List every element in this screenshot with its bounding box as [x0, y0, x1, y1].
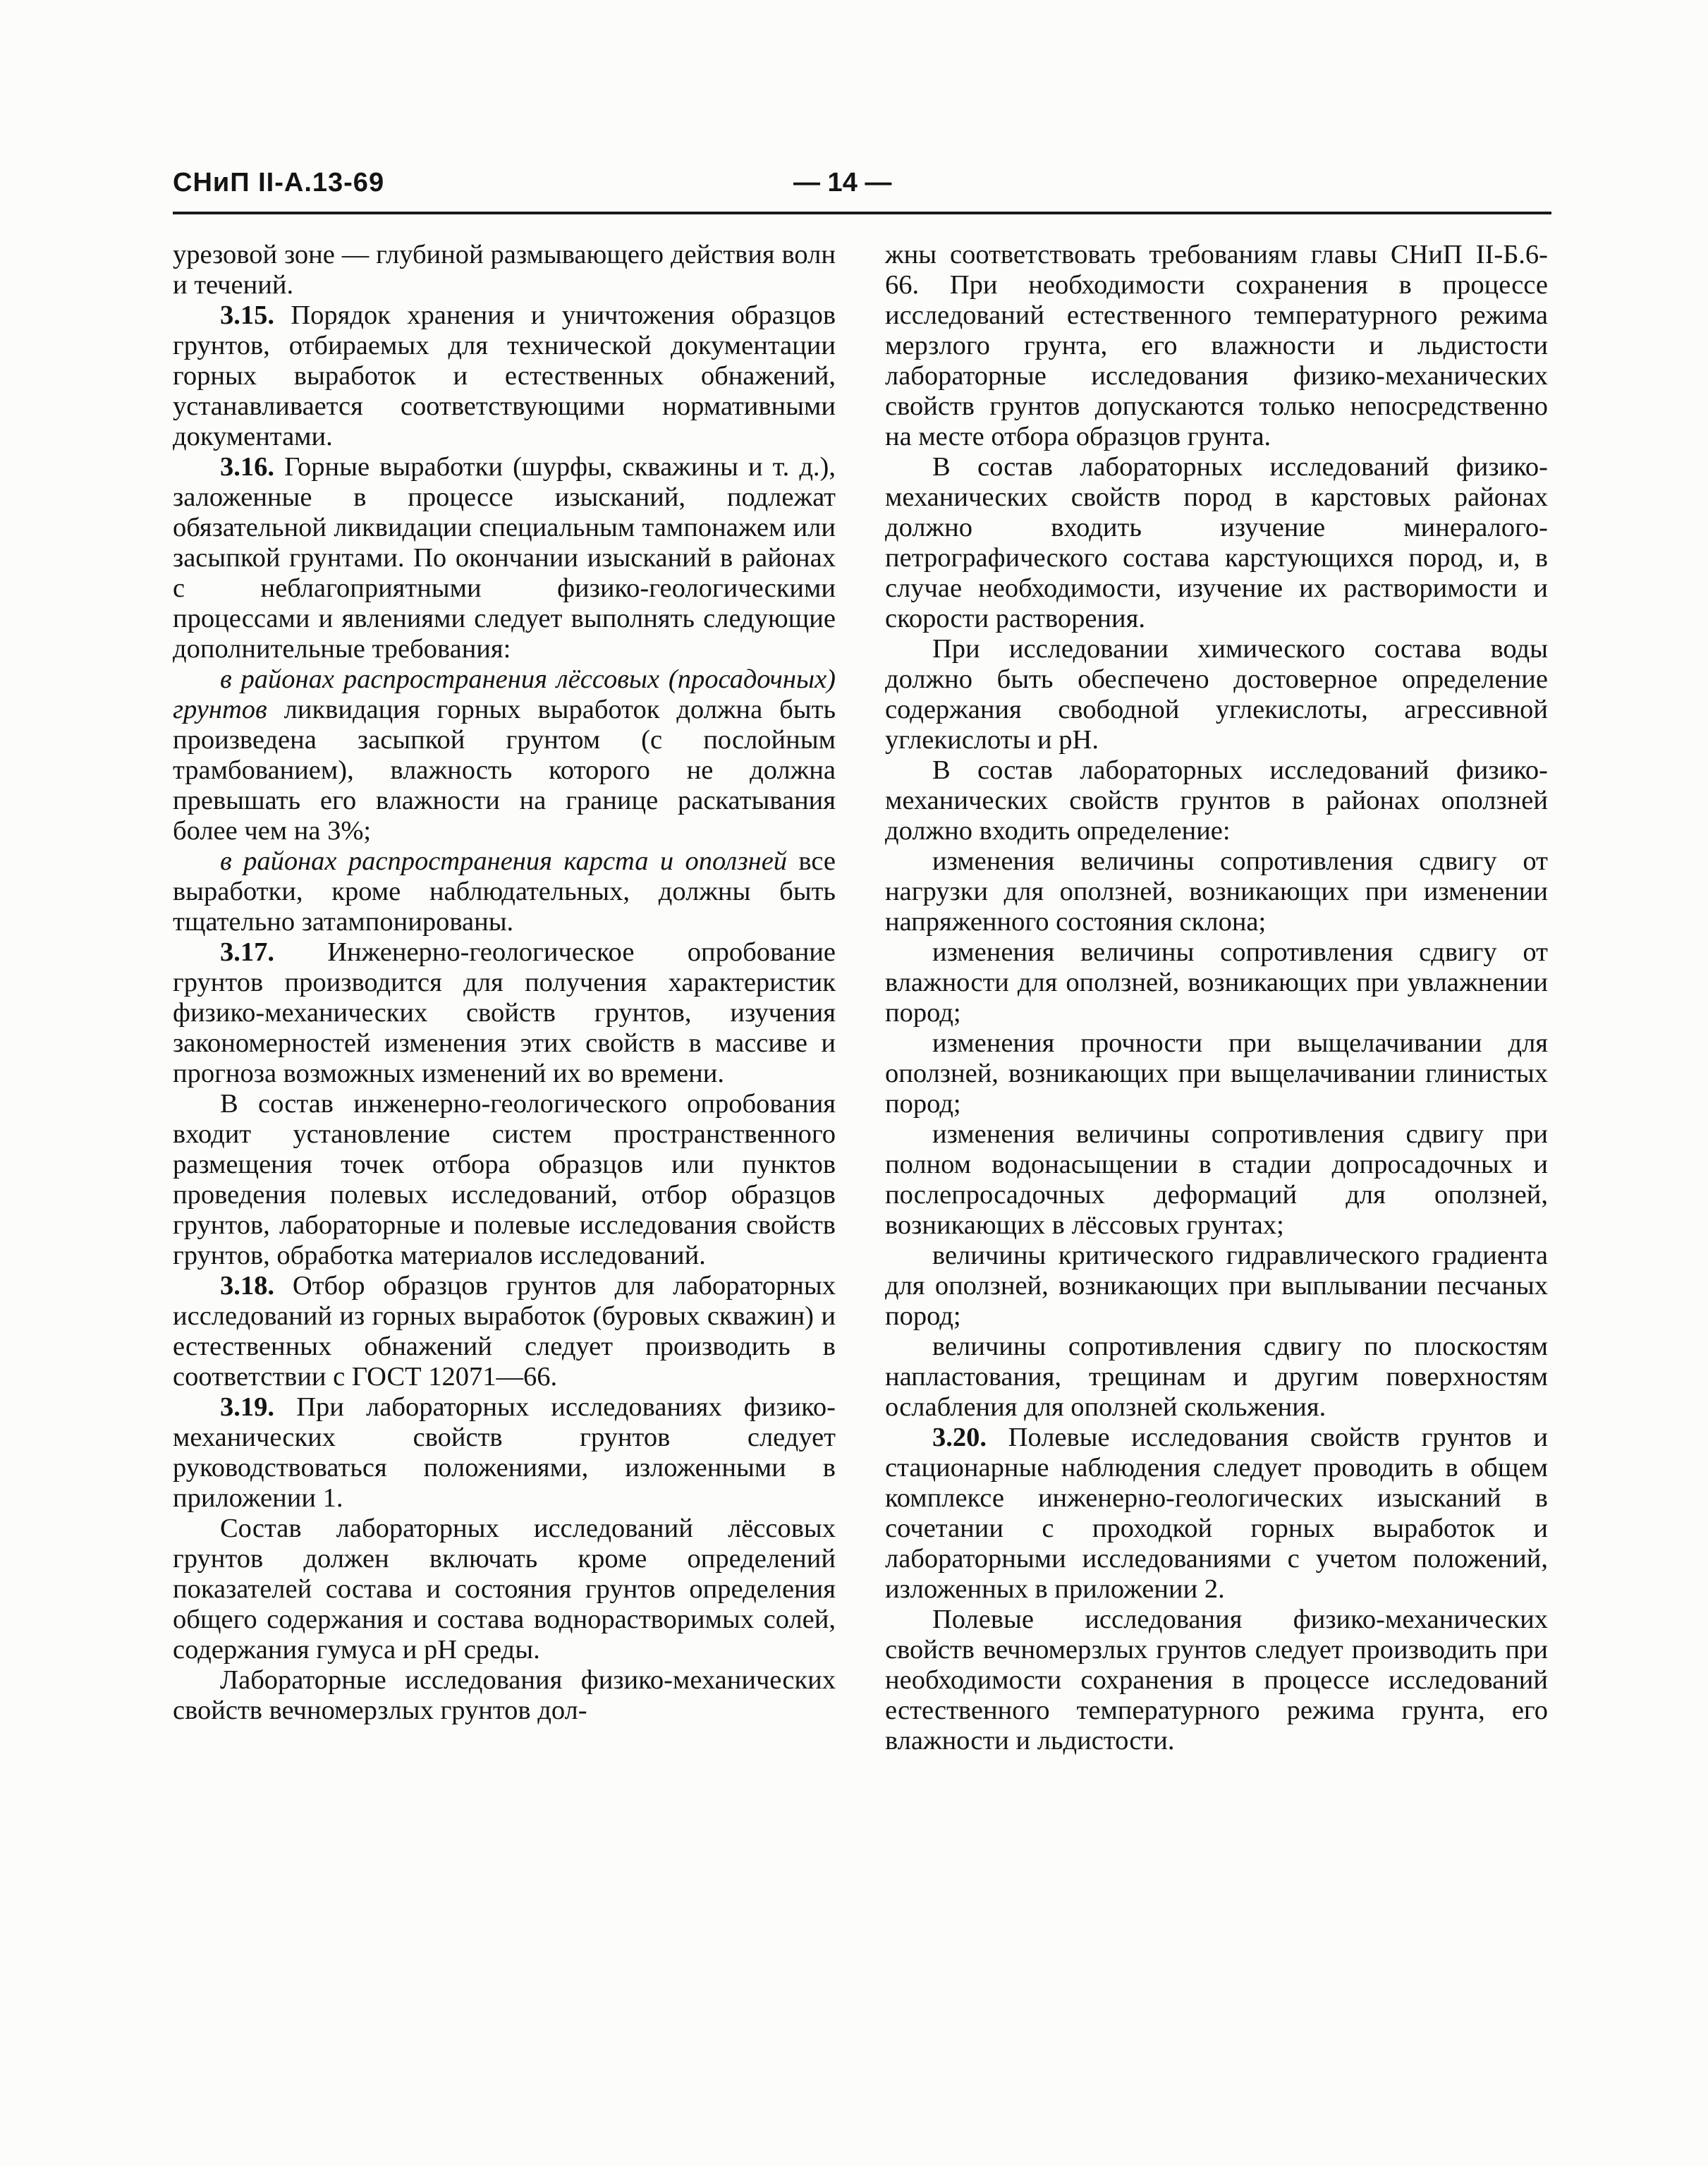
paragraph: В состав инженерно-геологического опробования входит установление систем пространственного размещения точек отбора образцов или пунктов проведения полевых исследований, отбор образцов грунтов, лабораторные и полевые исследования свойств грунтов, обработка материалов исследований.	[173, 1089, 836, 1270]
header-rule	[173, 212, 1551, 214]
left-column	[173, 240, 836, 1726]
list-item: изменения величины сопротивления сдвигу при полном водонасыщении в стадии допросадочных и послепросадочных деформаций для оползней, возникающих в лёссовых грунтах;	[885, 1119, 1548, 1240]
clause-number: 3.20.	[932, 1423, 987, 1452]
paragraph: В состав лабораторных исследований физико-механических свойств грунтов в районах оползней должно входить определение:	[885, 755, 1548, 846]
clause-3-18: 3.18. Отбор образцов грунтов для лабораторных исследований из горных выработок (буровых скважин) и естественных обнажений следует производить в соответствии с ГОСТ 12071—66.	[173, 1271, 836, 1392]
paragraph: в районах распространения карста и оползней все выработки, кроме наблюдательных, должны быть тщательно затампонированы.	[173, 846, 836, 937]
paragraph: в районах распространения лёссовых (просадочных) грунтов ликвидация горных выработок должна быть произведена засыпкой грунтом (с послойным трамбованием), влажность которого не должна превышать его влажности на границе раскатывания более чем на 3%;	[173, 664, 836, 846]
list-item: величины сопротивления сдвигу по плоскостям напластования, трещинам и другим поверхностям ослабления для оползней скольжения.	[885, 1332, 1548, 1422]
paragraph: Состав лабораторных исследований лёссовых грунтов должен включать кроме определений показателей состава и состояния грунтов определения общего содержания и состава воднорастворимых солей, содержания гумуса и pH среды.	[173, 1514, 836, 1665]
clause-number: 3.19.	[220, 1392, 274, 1422]
paragraph: Лабораторные исследования физико-механических свойств вечномерзлых грунтов дол-	[173, 1665, 836, 1725]
paragraph: урезовой зоне — глубиной размывающего действия волн и течений.	[173, 240, 836, 300]
list-item: величины критического гидравлического градиента для оползней, возникающих при выплывании песчаных пород;	[885, 1241, 1548, 1331]
right-column	[885, 240, 1548, 1756]
italic-term: в районах распространения карста и оползней	[220, 846, 788, 876]
list-item: изменения величины сопротивления сдвигу от влажности для оползней, возникающих при увлажнении пород;	[885, 937, 1548, 1028]
clause-3-15: 3.15. Порядок хранения и уничтожения образцов грунтов, отбираемых для технической документации горных выработок и естественных обнажений, устанавливается соответствующими нормативными документами.	[173, 300, 836, 451]
clause-3-20: 3.20. Полевые исследования свойств грунтов и стационарные наблюдения следует проводить в общем комплексе инженерно-геологических изысканий в сочетании с проходкой горных выработок и лабораторными исследованиями с учетом положений, изложенных в приложении 2.	[885, 1423, 1548, 1604]
clause-3-17: 3.17. Инженерно-геологическое опробование грунтов производится для получения характеристик физико-механических свойств грунтов, изучения закономерностей изменения этих свойств в массиве и прогноза возможных изменений их во времени.	[173, 937, 836, 1088]
list-item: изменения величины сопротивления сдвигу от нагрузки для оползней, возникающих при изменении напряженного состояния склона;	[885, 846, 1548, 937]
page-header	[173, 168, 1551, 210]
list-item: изменения прочности при выщелачивании для оползней, возникающих при выщелачивании глинистых пород;	[885, 1028, 1548, 1119]
page-number: — 14 —	[793, 168, 892, 197]
paragraph: жны соответствовать требованиям главы СНиП II-Б.6-66. При необходимости сохранения в процессе исследований естественного температурного режима мерзлого грунта, его влажности и льдистости лабораторные исследования физико-механических свойств грунтов допускаются только непосредственно на месте отбора образцов грунта.	[885, 240, 1548, 451]
clause-number: 3.17.	[220, 937, 274, 967]
paragraph: При исследовании химического состава воды должно быть обеспечено достоверное определение содержания свободной углекислоты, агрессивной углекислоты и pH.	[885, 634, 1548, 755]
clause-number: 3.16.	[220, 452, 274, 482]
clause-3-19: 3.19. При лабораторных исследованиях физико-механических свойств грунтов следует руководствоваться положениями, изложенными в приложении 1.	[173, 1392, 836, 1513]
clause-3-16: 3.16. Горные выработки (шурфы, скважины и т. д.), заложенные в процессе изысканий, подлежат обязательной ликвидации специальным тампонажем или засыпкой грунтами. По окончании изысканий в районах с неблагоприятными физико-геологическими процессами и явлениями следует выполнять следующие дополнительные требования:	[173, 452, 836, 664]
clause-number: 3.18.	[220, 1271, 274, 1301]
italic-term: в районах распространения лёссовых (просадочных) грунтов	[173, 664, 836, 724]
paragraph: В состав лабораторных исследований физико-механических свойств пород в карстовых районах должно входить изучение минералого-петрографического состава карстующихся пород, и, в случае необходимости, изучение их растворимости и скорости растворения.	[885, 452, 1548, 633]
document-code: СНиП II-А.13-69	[173, 168, 385, 197]
clause-number: 3.15.	[220, 300, 274, 330]
paragraph: Полевые исследования физико-механических свойств вечномерзлых грунтов следует производить при необходимости сохранения в процессе исследований естественного температурного режима грунта, его влажности и льдистости.	[885, 1605, 1548, 1756]
